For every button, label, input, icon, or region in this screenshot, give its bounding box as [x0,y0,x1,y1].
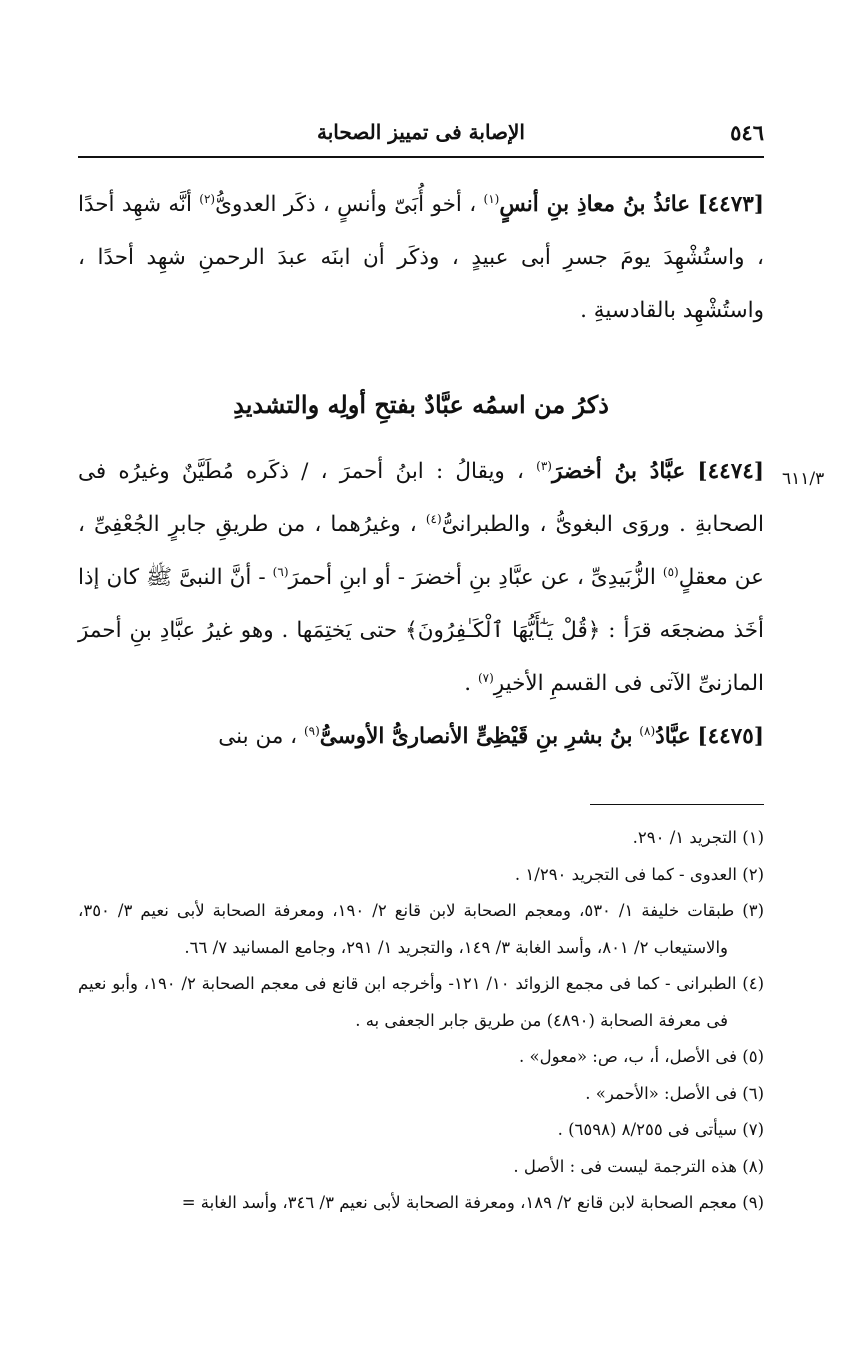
entry-4474 [78,445,764,710]
footnote-marker: (٥) [662,564,679,579]
entry-text: ، من بنى [218,724,298,749]
entry-text: ، وغيرُهما ، من طريقِ جابرٍ الجُعْفِىِّ ، عن معقلٍ [78,512,764,590]
entry-name-continued: بنُ بشرِ بنِ قَيْظِىٍّ الأنصارىُّ الأوسىُّ [319,724,633,749]
entry-text: ، أخو أُبَىّ وأنسٍ ، ذكَر العدوىُّ [215,192,477,217]
entry-4473 [78,178,764,337]
footnote-marker: (٧) [477,670,494,685]
footnote-3: (٣) طبقات خليفة ١/ ٥٣٠، ومعجم الصحابة لابن قانع ٢/ ١٩٠، ومعرفة الصحابة لأبى نعيم ٣/ ٣٥٠، والاستيعاب ٢/ ٨٠١، وأسد الغابة ٣/ ١٤٩، والتجريد ١/ ٢٩١، وجامع المسانيد ٧/ ٦٦. [78,901,764,957]
footnote-marker: (٩) [303,723,320,738]
footnote-marker: (١) [483,191,500,206]
book-title: الإصابة فى تمييز الصحابة [317,120,525,144]
footnote-9: (٩) معجم الصحابة لابن قانع ٢/ ١٨٩، ومعرفة الصحابة لأبى نعيم ٣/ ٣٤٦، وأسد الغابة = [181,1193,764,1212]
running-header [78,112,764,152]
footnote-marker: (٤) [425,511,442,526]
footnote-separator [590,804,764,805]
entry-number: [٤٤٧٣] [697,192,765,217]
footnote-4: (٤) الطبرانى - كما فى مجمع الزوائد ١٠/ ١٢١- وأخرجه ابن قانع فى معجم الصحابة ٢/ ١٩٠، وأبو نعيم فى معرفة الصحابة (٤٨٩٠) من طريق جابر الجعفى به . [78,974,765,1030]
entry-text: - أنَّ النبىَّ ﷺ كان إذا أخَذ مضجعَه قرَأ : ﴿قُلْ يَـٰٓأَيُّهَا ٱلْكَـٰفِرُونَ﴾ حتى يَختِمَها . وهو غيرُ عبَّادِ بنِ أحمرَ المازنىِّ الآتى فى القسمِ الأخيرِ [78,565,764,696]
footnote-1: (١) التجريد ١/ ٢٩٠. [632,828,764,847]
footnote-6: (٦) فى الأصل: «الأحمر» . [585,1083,764,1103]
footnote-marker: (٣) [536,458,552,473]
header-rule [78,156,764,158]
footnote-7: (٧) سيأتى فى ٨/٢٥٥ (٦٥٩٨) . [557,1120,764,1139]
entry-4475 [78,710,764,763]
footnote-marker: (٢) [199,191,216,206]
entry-name: عائذُ بنُ معاذِ بنِ أنسٍ [499,192,691,217]
footnote-marker: (٦) [272,564,289,579]
footnote-8: (٨) هذه الترجمة ليست فى : الأصل . [513,1156,764,1176]
entry-text: الزُّبَيدِىِّ ، عن عبَّادِ بنِ أخضرَ - أو ابنِ أحمرَ [288,565,656,590]
entry-number: [٤٤٧٤] [697,459,764,484]
main-text [78,178,764,763]
margin-reference: ٦١١/٣ [782,469,825,489]
footnotes [78,820,764,1222]
entry-name: عبَّادُ [655,724,691,749]
entry-text: . [464,671,472,696]
page-number: ٥٤٦ [730,119,764,145]
entry-text: ، ويقالُ : ابنُ أحمرَ ، / ذكَره مُطَيَّنٌ وغيرُه فى الصحابةِ . وروَى البغوىُّ ، والطبرانىُّ [78,459,764,537]
section-title: ذكرُ من اسمُه عبَّادٌ بفتحِ أولِه والتشديدِ [233,390,609,419]
footnote-2: (٢) العدوى - كما فى التجريد ١/٢٩٠ . [514,864,764,884]
footnote-5: (٥) فى الأصل، أ، ب، ص: «معول» . [519,1047,764,1066]
footnote-marker: (٨) [639,723,656,738]
entry-number: [٤٤٧٥] [697,724,764,749]
entry-text: أنَّه شهِد أحدًا ، واستُشْهِدَ يومَ جسرِ أبى عبيدٍ ، وذكَر أن ابنَه عبدَ الرحمنِ شهِد أحدًا ، واستُشْهِد بالقادسيةِ . [78,192,764,323]
entry-name: عبَّادُ بنُ أخضرَ [551,459,686,484]
